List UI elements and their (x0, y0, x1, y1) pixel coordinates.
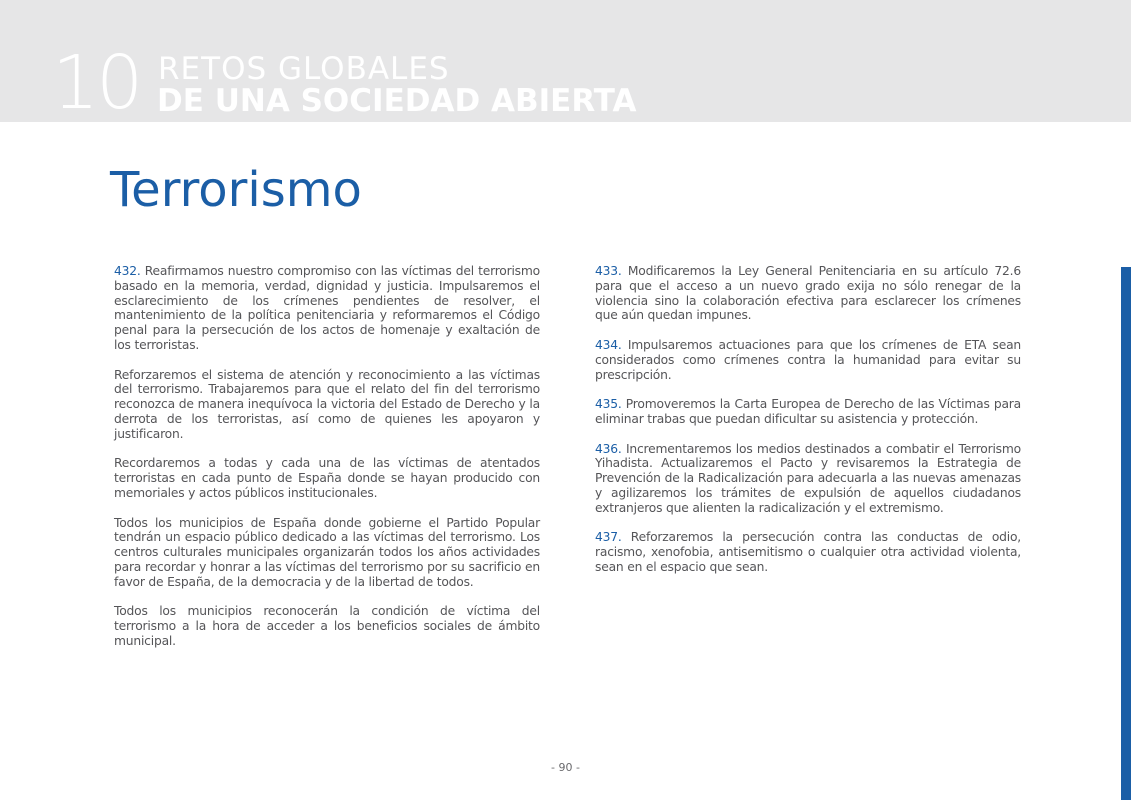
paragraph (595, 338, 1021, 382)
paragraph-text: Incrementaremos los medios destinados a combatir el Terrorismo Yihadista. Actualizaremos el Pacto y revisaremos la Estrategia de Prevención de la Radicalización para adecuarla a las nuevas amenazas y agilizaremos los trámites de expulsión de aquellos ciudadanos extranjeros que alienten la radicalización y el extremismo. (595, 441, 1021, 515)
paragraph (595, 397, 1021, 427)
paragraph (595, 442, 1021, 516)
paragraph-text: Reafirmamos nuestro compromiso con las víctimas del terrorismo basado en la memoria, verdad, dignidad y justicia. Impulsaremos el esclarecimiento de los crímenes pendientes de resolver, el mantenimiento de la política penitenciaria y reformaremos el Código penal para la persecución de los actos de homenaje y exaltación de los terroristas. (114, 264, 540, 352)
paragraph (114, 604, 540, 648)
chapter-title-line1: RETOS GLOBALES (158, 51, 450, 87)
paragraph-text: Todos los municipios reconocerán la condición de víctima del terrorismo a la hora de acceder a los beneficios sociales de ámbito municipal. (114, 604, 540, 648)
paragraph-text: Modificaremos la Ley General Penitenciaria en su artículo 72.6 para que el acceso a un nuevo grado exija no sólo renegar de la violencia sino la colaboración efectiva para esclarecer los crímenes que aún quedan impunes. (595, 264, 1021, 323)
paragraph-text: Recordaremos a todas y cada una de las víctimas de atentados terroristas en cada punto de España donde se hayan producido con memoriales y actos públicos institucionales. (114, 456, 540, 500)
paragraph-text: Promoveremos la Carta Europea de Derecho de las Víctimas para eliminar trabas que puedan dificultar su asistencia y protección. (595, 397, 1021, 426)
paragraph-text: Reforzaremos la persecución contra las conductas de odio, racismo, xenofobia, antisemitismo o cualquier otra actividad violenta, sean en el espacio que sean. (595, 530, 1021, 574)
paragraph (114, 264, 540, 353)
left-column (114, 264, 540, 664)
paragraph-text: Impulsaremos actuaciones para que los crímenes de ETA sean considerados como crímenes contra la humanidad para evitar su prescripción. (595, 337, 1021, 382)
paragraph (114, 456, 540, 500)
header-band (0, 0, 1131, 126)
paragraph (595, 530, 1021, 574)
chapter-number: 10 (52, 40, 141, 126)
paragraph (114, 368, 540, 442)
item-number: 436. (595, 441, 622, 456)
item-number: 432. (114, 264, 141, 278)
item-number: 434. (595, 337, 622, 352)
page-title: Terrorismo (110, 162, 362, 218)
side-accent-bar (1121, 267, 1131, 800)
paragraph (114, 516, 540, 590)
item-number: 435. (595, 397, 622, 412)
right-column (595, 264, 1021, 590)
page-number: - 90 - (551, 761, 580, 774)
paragraph-text: Todos los municipios de España donde gobierne el Partido Popular tendrán un espacio público dedicado a las víctimas del terrorismo. Los centros culturales municipales organizarán todos los años actividades para recordar y honrar a las víctimas del terrorismo por su sacrificio en favor de España, de la democracia y de la libertad de todos. (114, 515, 540, 589)
chapter-title-line2: DE UNA SOCIEDAD ABIERTA (157, 83, 637, 119)
item-number: 433. (595, 264, 622, 278)
item-number: 437. (595, 530, 622, 545)
paragraph (595, 264, 1021, 323)
paragraph-text: Reforzaremos el sistema de atención y reconocimiento a las víctimas del terrorismo. Trabajaremos para que el relato del fin del terrorismo reconozca de manera inequívoca la victoria del Estado de Derecho y la derrota de los terroristas, así como de quienes les apoyaron y justificaron. (114, 367, 540, 441)
